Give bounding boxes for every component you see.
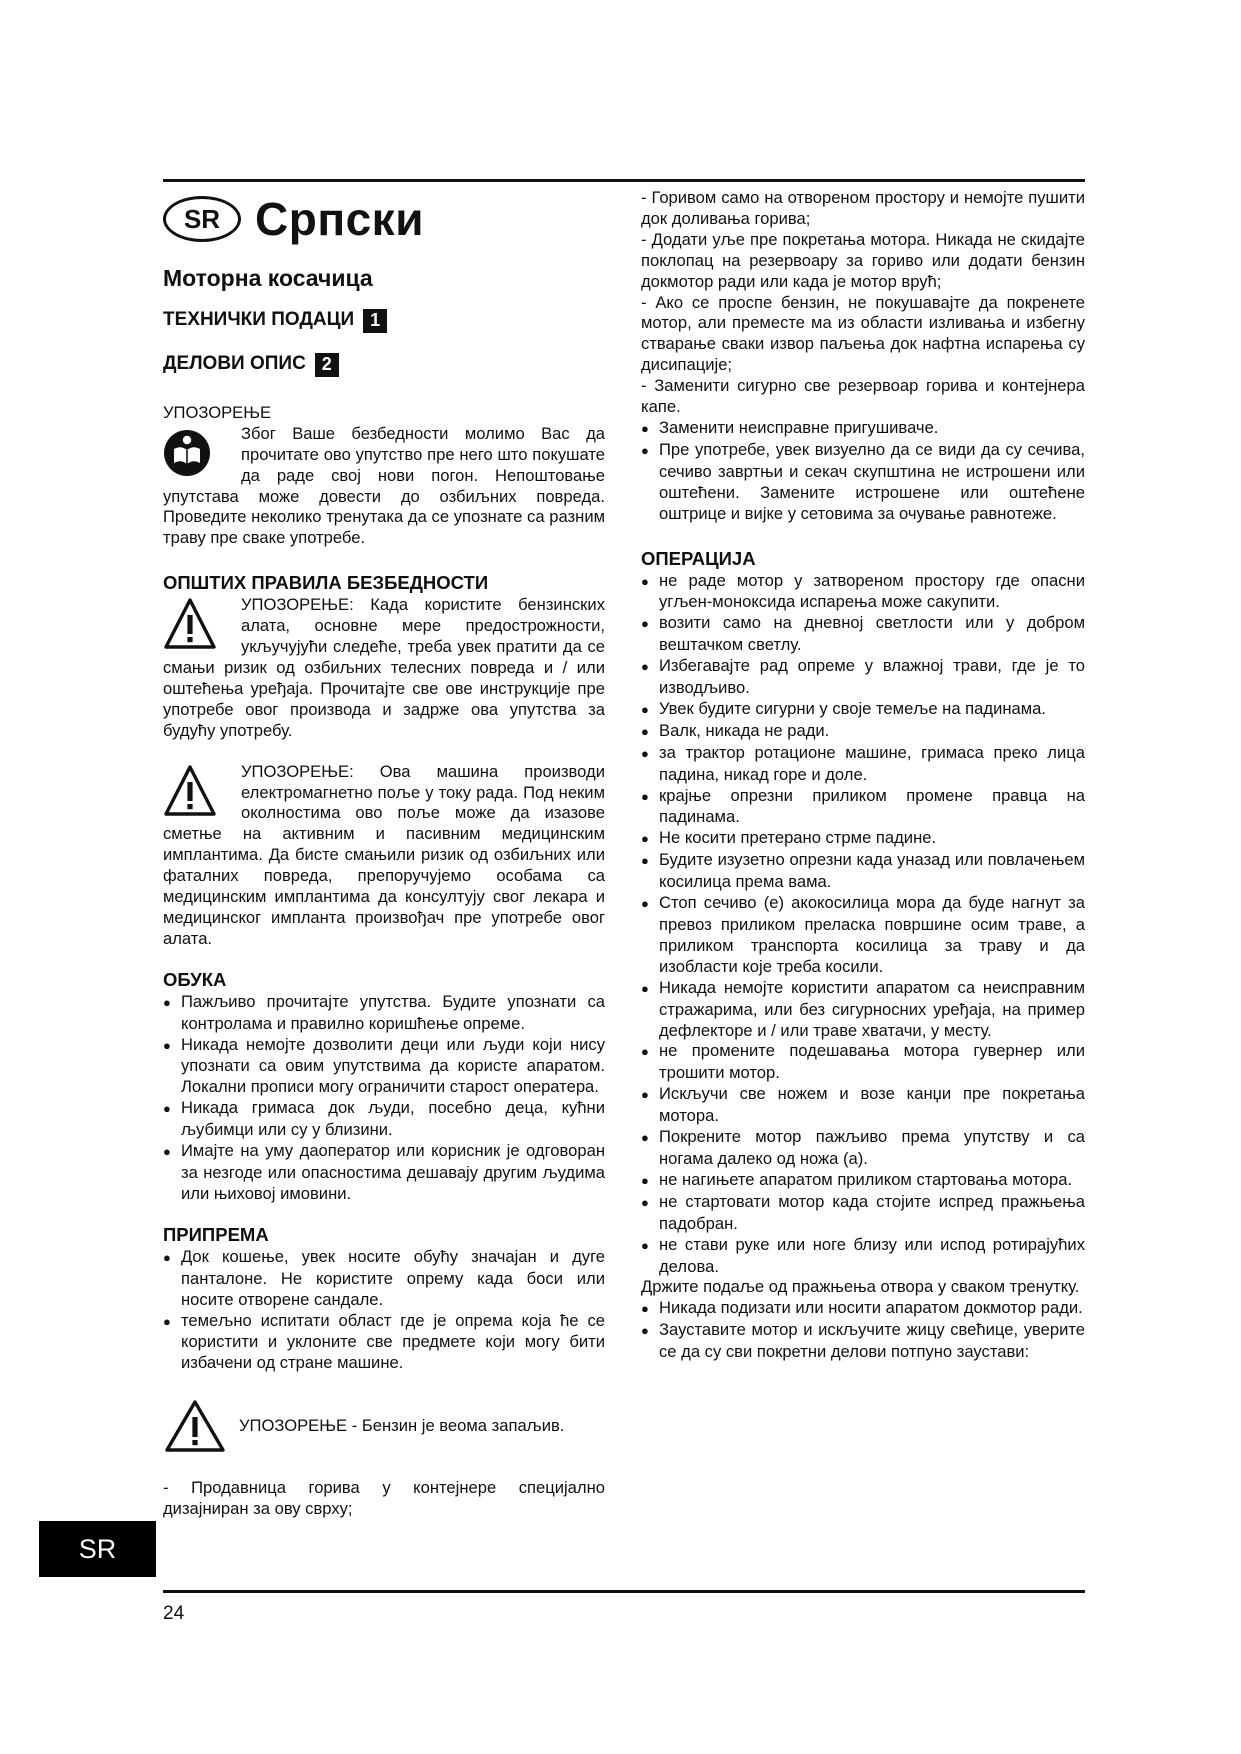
list-item: ● не стартовати мотор када стојите испред пражњења падобран.: [641, 1192, 1085, 1235]
list-item: ● Будите изузетно опрезни када уназад или повлачењем косилица према вама.: [641, 850, 1085, 893]
fuel-warning: [163, 1398, 605, 1454]
warning-triangle-icon: [163, 1398, 227, 1454]
technical-data-label: ТЕХНИЧКИ ПОДАЦИ: [163, 309, 355, 331]
list-item: ● Валк, никада не ради.: [641, 721, 1085, 743]
list-item: ● крајње опрезни приликом промене правца на падинама.: [641, 786, 1085, 829]
safety-warning-1: [163, 595, 605, 741]
list-item: ● не нагињете апаратом приликом стартовања мотора.: [641, 1170, 1085, 1192]
read-manual-icon: [163, 424, 235, 482]
safety-warning-2-text: УПОЗОРЕЊЕ: Ова машина производи електромагнетно поље у току рада. Под неким околностима ово поље може да изазове сметње на активним и пасивним медицинским имплантима. Да бисте смањили ризик од озбиљних или фаталних повреда, препоручујемо особама са медицинским имплантима да консултују свог лекара и медицинског импланта произвођач пре употребе овог алата.: [163, 761, 605, 948]
read-manual-text: Због Ваше безбедности молимо Вас да прочитате ово упутство пре него што покушате да раде свој нови погон. Непоштовање упутстава може довести до озбиљних повреда. Проведите неколико тренутака да се упознате са разним траву пре сваке употребе.: [163, 423, 605, 548]
list-item: ● не раде мотор у затвореном простору где опасни угљен-моноксида испарења може сакупити.: [641, 571, 1085, 614]
warning-triangle-icon: [163, 595, 235, 653]
list-item: ● Заменити неисправне пригушиваче.: [641, 418, 1085, 440]
fuel-instruction: - Заменити сигурно све резервоар горива и контејнера капе.: [641, 376, 1085, 417]
list-item: ● не промените подешавања мотора гувернер или трошити мотор.: [641, 1041, 1085, 1084]
fuel-warning-text: УПОЗОРЕЊЕ - Бензин је веома запаљив.: [239, 1415, 565, 1435]
list-item: ● Никада немојте дозволити деци или људи који нису упознати са овим упутствима да користе апаратом. Локални прописи могу ограничити старост оператера.: [163, 1035, 605, 1099]
fuel-instruction: - Додати уље пре покретања мотора. Никада не скидајте поклопац на резервоару за гориво или додати бензин докмотор ради или када је мотор врућ;: [641, 229, 1085, 291]
fuel-instruction: - Ако се проспе бензин, не покушавајте да покренете мотор, али преместе ма из области изливања и избегну стварање сваки извор паљења док нафтна испарења су дисипације;: [641, 292, 1085, 375]
list-item: ● Имајте на уму даоператор или корисник је одговоран за незгоде или опасностима дешавају другим људима или њиховој имовини.: [163, 1141, 605, 1205]
fuel-storage-line: - Продавница горива у контејнере специјално дизајниран за ову сврху;: [163, 1478, 605, 1519]
warning-triangle-icon: [163, 762, 235, 820]
list-item: ● темељно испитати област где је опрема која ће се користити и уклоните све предмете који могу бити избачени од стране машине.: [163, 1311, 605, 1375]
list-item: ● Не косити претерано стрме падине.: [641, 828, 1085, 850]
list-item: ● Пре употребе, увек визуелно да се види да су сечива, сечиво завртњи и секач скупштина не истрошени или оштећени. Замените истрошене или оштећене оштрице и вијке у сетовима за очување равнотеже.: [641, 440, 1085, 525]
fuel-instruction: - Горивом само на отвореном простору и немојте пушити док доливања горива;: [641, 188, 1085, 228]
parts-description-heading: [163, 353, 605, 377]
language-tab: SR: [39, 1521, 156, 1577]
list-item: ● Док кошење, увек носите обућу значајан и дуге панталоне. Не користите опрему када боси или носите отворене сандале.: [163, 1247, 605, 1311]
list-item: ● Никада немојте користити апаратом са неисправним стражарима, или без сигурносних уређаја, на пример дефлекторе и / или траве хватачи, у месту.: [641, 978, 1085, 1042]
technical-data-heading: [163, 309, 605, 333]
preparation-list: [163, 1247, 605, 1374]
list-item: ● Пажљиво прочитајте упутства. Будите упознати са контролама и правилно коришћење опреме.: [163, 992, 605, 1035]
list-item: ● Увек будите сигурни у своје темеље на падинама.: [641, 699, 1085, 721]
keep-away-line: Држите подаље од пражњења отвора у сваком тренутку.: [641, 1277, 1080, 1297]
read-manual-warning: [163, 424, 605, 549]
final-list: [641, 1298, 1085, 1363]
list-item: ● Покрените мотор пажљиво према упутству и са ногама далеко од ножа (а).: [641, 1127, 1085, 1170]
training-heading: ОБУКА: [163, 968, 227, 990]
list-item: ● Никада гримаса док људи, посебно деца, кућни љубимци или су у близини.: [163, 1098, 605, 1141]
list-item: ● за трактор ротационе машине, гримаса преко лица падина, никад горе и доле.: [641, 743, 1085, 786]
list-item: ● Стоп сечиво (е) акокосилица мора да буде нагнут за превоз приликом преласка површине осим траве, а приликом транспорта косилица за траву и да изобласти које треба косили.: [641, 893, 1085, 978]
language-name: Српски: [255, 192, 424, 245]
operation-list: [641, 571, 1085, 1278]
list-item: ● Искључи све ножем и возе канџи пре покретања мотора.: [641, 1084, 1085, 1127]
training-list: [163, 992, 605, 1205]
list-item: ● не стави руке или ноге близу или испод ротирајућих делова.: [641, 1235, 1085, 1278]
list-item: ● Никада подизати или носити апаратом докмотор ради.: [641, 1298, 1085, 1320]
preparation-heading: ПРИПРЕМА: [163, 1223, 269, 1245]
parts-description-label: ДЕЛОВИ ОПИС: [163, 353, 306, 375]
technical-data-figure-number: 1: [363, 309, 387, 333]
list-item: ● Зауставите мотор и искључите жицу свећице, уверите се да су сви покретни делови потпуно заустави:: [641, 1320, 1085, 1363]
right-column: [641, 188, 1085, 1363]
general-safety-heading: ОПШТИХ ПРАВИЛА БЕЗБЕДНОСТИ: [163, 572, 489, 594]
language-title: [163, 190, 605, 248]
safety-warning-2: [163, 762, 605, 950]
parts-description-figure-number: 2: [315, 353, 339, 377]
list-item: ● Избегавајте рад опреме у влажној трави, где је то изводљиво.: [641, 656, 1085, 699]
warning-label: УПОЗОРЕЊЕ: [163, 402, 272, 422]
operation-heading: ОПЕРАЦИЈА: [641, 547, 756, 569]
bottom-rule: [163, 1590, 1085, 1593]
list-item: ● возити само на дневној светлости или у добром вештачком светлу.: [641, 613, 1085, 656]
language-code-badge: SR: [163, 196, 241, 242]
left-column: [163, 186, 605, 1520]
maintenance-list: [641, 418, 1085, 525]
top-rule: [163, 179, 1085, 182]
page-number: 24: [163, 1603, 185, 1624]
document-title: Моторна косачица: [163, 265, 373, 291]
safety-warning-1-text: УПОЗОРЕЊЕ: Када користите бензинских алата, основне мере предострожности, укључујући следеће, треба увек пратити да се смањи ризик од озбиљних телесних повреда и / или оштећења уређаја. Прочитајте све ове инструкције пре употребе овог производа и задрже ова упутства за будућу употребу.: [163, 595, 605, 740]
